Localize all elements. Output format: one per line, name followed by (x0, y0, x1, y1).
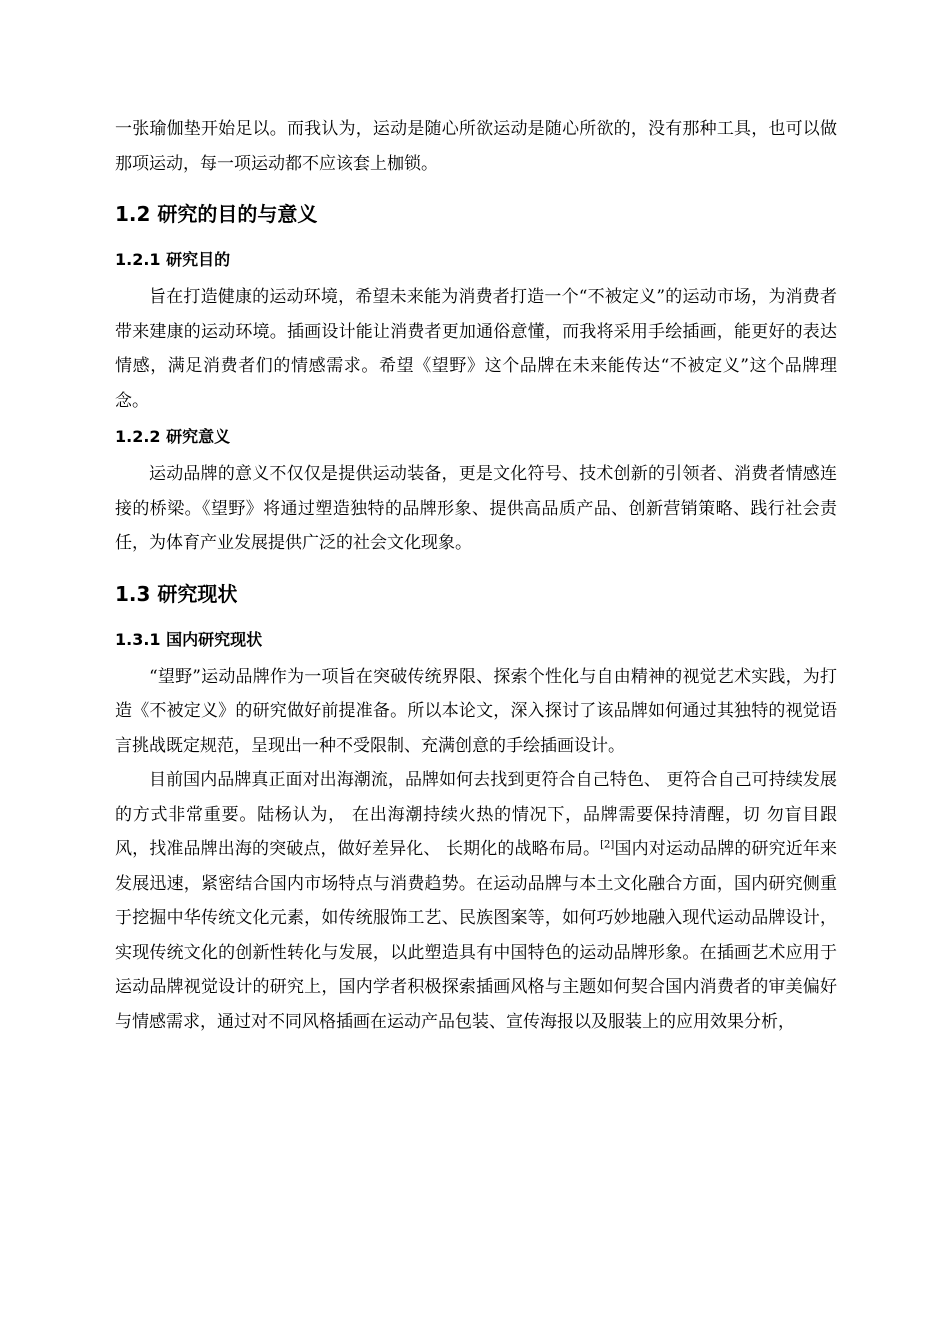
body-paragraph (115, 763, 837, 1039)
body-paragraph: 旨在打造健康的运动环境，希望未来能为消费者打造一个“不被定义”的运动市场，为消费者带来建康的运动环境。插画设计能让消费者更加通俗意懂，而我将采用手绘插画，能更好的表达情感，满足消费者们的情感需求。希望《望野》这个品牌在未来能传达“不被定义”这个品牌理念。 (115, 287, 837, 411)
subsection-heading-1-3-1: 1.3.1 国内研究现状 (115, 629, 263, 649)
body-paragraph: “望野”运动品牌作为一项旨在突破传统界限、探索个性化与自由精神的视觉艺术实践，为打造《不被定义》的研究做好前提准备。所以本论文，深入探讨了该品牌如何通过其独特的视觉语言挑战既定规范，呈现出一种不受限制、充满创意的手绘插画设计。 (115, 666, 837, 756)
paragraph-text: 目前国内品牌真正面对出海潮流，品牌如何去找到更符合自己特色、 更符合自己可持续发展的方式非常重要。陆杨认为， 在出海潮持续火热的情况下，品牌需要保持清醒，切 勿盲目跟风，找准品牌出海的突破点，做好差异化、 长期化的战略布局。 (115, 770, 837, 859)
body-paragraph: 运动品牌的意义不仅仅是提供运动装备，更是文化符号、技术创新的引领者、消费者情感连接的桥梁。《望野》将通过塑造独特的品牌形象、提供高品质产品、创新营销策略、践行社会责任，为体育产业发展提供广泛的社会文化现象。 (115, 464, 837, 553)
subsection-heading-1-2-1: 1.2.1 研究目的 (115, 250, 231, 269)
document-page (115, 112, 837, 1039)
section-heading-1-3: 1.3 研究现状 (115, 581, 238, 606)
citation-marker: [2] (600, 839, 615, 851)
section-heading-1-2: 1.2 研究的目的与意义 (115, 202, 318, 226)
body-paragraph: 一张瑜伽垫开始足以。而我认为，运动是随心所欲运动是随心所欲的，没有那种工具，也可以做那项运动，每一项运动都不应该套上枷锁。 (115, 119, 837, 174)
paragraph-text: 国内对运动品牌的研究近年来发展迅速，紧密结合国内市场特点与消费趋势。在运动品牌与本土文化融合方面，国内研究侧重于挖掘中华传统文化元素，如传统服饰工艺、民族图案等，如何巧妙地融入现代运动品牌设计，实现传统文化的创新性转化与发展，以此塑造具有中国特色的运动品牌形象。在插画艺术应用于运动品牌视觉设计的研究上，国内学者积极探索插画风格与主题如何契合国内消费者的审美偏好与情感需求，通过对不同风格插画在运动产品包装、宣传海报以及服装上的应用效果分析， (115, 839, 838, 1032)
subsection-heading-1-2-2: 1.2.2 研究意义 (115, 427, 231, 446)
